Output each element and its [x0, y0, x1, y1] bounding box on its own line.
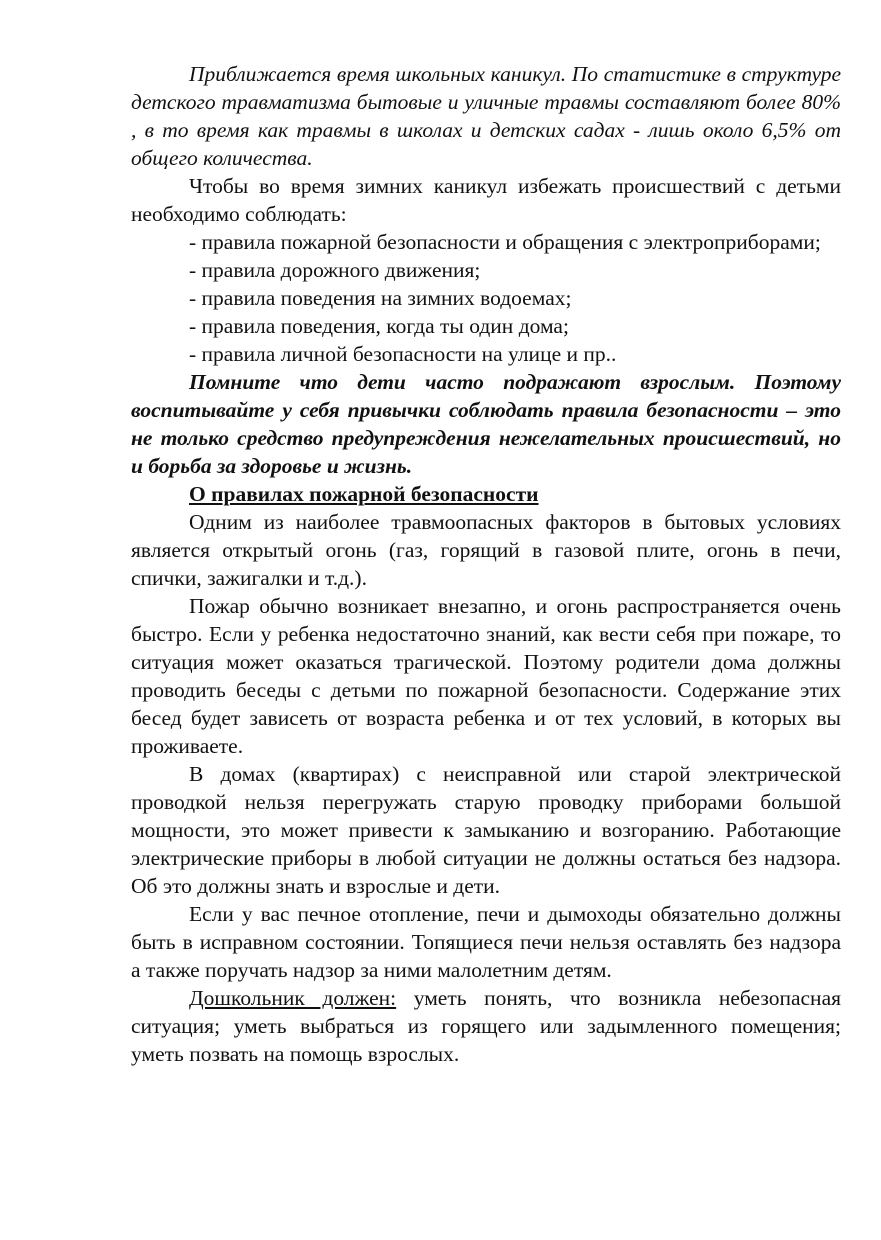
- body-paragraph: В домах (квартирах) с неисправной или старой электрической проводкой нельзя перегружать старую проводку приборами большой мощности, это может привести к замыканию и возгоранию. Работающие электрические приборы в любой ситуации не должны остаться без надзора. Об это должны знать и взрослые и дети.: [131, 762, 841, 898]
- rule-item: - правила личной безопасности на улице и пр..: [189, 342, 617, 366]
- rule-item: - правила поведения на зимних водоемах;: [189, 286, 572, 310]
- rule-item: - правила пожарной безопасности и обращения с электроприборами;: [189, 230, 821, 254]
- document-page: [131, 60, 841, 1068]
- preschooler-label: Дошкольник должен:: [189, 986, 397, 1010]
- rule-item: - правила дорожного движения;: [189, 258, 481, 282]
- rules-intro-paragraph: Чтобы во время зимних каникул избежать происшествий с детьми необходимо соблюдать:: [131, 174, 841, 226]
- emphasis-paragraph: Помните что дети часто подражают взрослым. Поэтому воспитывайте у себя привычки соблюдать правила безопасности – это не только средство предупреждения нежелательных происшествий, но и борьба за здоровье и жизнь.: [131, 370, 841, 478]
- body-paragraph: Если у вас печное отопление, печи и дымоходы обязательно должны быть в исправном состоянии. Топящиеся печи нельзя оставлять без надзора а также поручать надзор за ними малолетним детям.: [131, 902, 841, 982]
- body-paragraph: Пожар обычно возникает внезапно, и огонь распространяется очень быстро. Если у ребенка недостаточно знаний, как вести себя при пожаре, то ситуация может оказаться трагической. Поэтому родители дома должны проводить беседы с детьми по пожарной безопасности. Содержание этих бесед будет зависеть от возраста ребенка и от тех условий, в которых вы проживаете.: [131, 594, 841, 758]
- rule-item: - правила поведения, когда ты один дома;: [189, 314, 569, 338]
- body-paragraph: Одним из наиболее травмоопасных факторов в бытовых условиях является открытый огонь (газ, горящий в газовой плите, огонь в печи, спички, зажигалки и т.д.).: [131, 510, 841, 590]
- preschooler-paragraph: [131, 984, 841, 1068]
- preschooler-text: уметь понять, что возникла небезопасная ситуация; уметь выбраться из горящего или задымленного помещения; уметь позвать на помощь взрослых.: [131, 986, 841, 1066]
- intro-paragraph: Приближается время школьных каникул. По статистике в структуре детского травматизма бытовые и уличные травмы составляют более 80% , в то время как травмы в школах и детских садах - лишь около 6,5% от общего количества.: [131, 62, 841, 170]
- section-heading: О правилах пожарной безопасности: [189, 482, 539, 506]
